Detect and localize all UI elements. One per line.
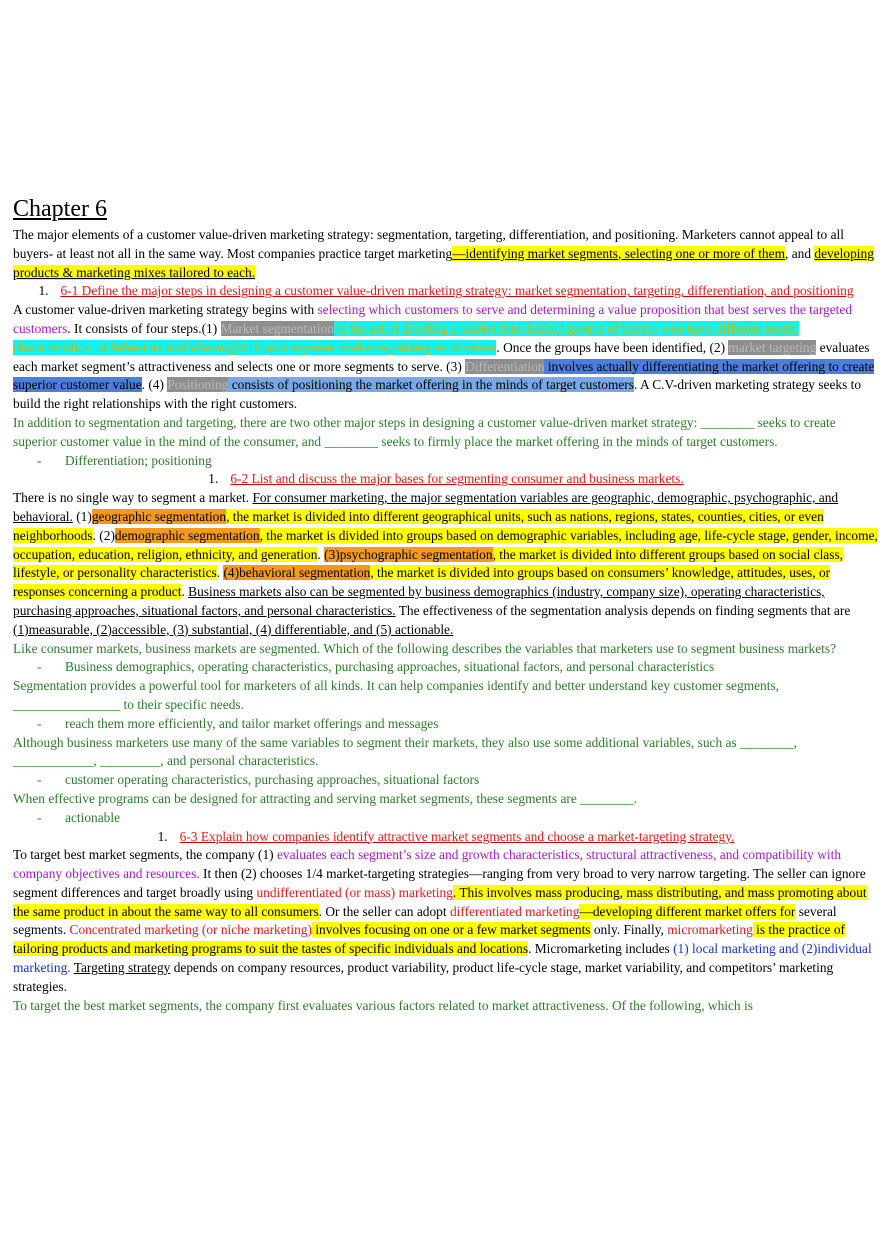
def-psychographic: , the market is divided into different groups based on social class, lifestyle, or personality characteristics <box>13 546 844 581</box>
heading-6-1 <box>13 282 879 301</box>
term-demographic: demographic segmentation <box>114 527 260 543</box>
p2-underline-criteria: (1)measurable, (2)accessible, (3) substantial, (4) differentiable, and (5) actionable. <box>13 621 454 637</box>
p3-blue: (1) local marketing and (2)individual marketing. <box>13 941 872 976</box>
p2-text-7: The effectiveness of the segmentation analysis depends on finding segments that are <box>395 602 851 618</box>
answer-1: - Differentiation; positioning <box>13 452 879 471</box>
question-4: Although business marketers use many of the same variables to segment their markets, they also use some additional variables, such as ________, ____________, _________, and personal characteristics. <box>13 734 797 769</box>
def-concentrated: involves focusing on one or a few market segments <box>311 922 591 938</box>
p2-text-6: . <box>181 584 189 600</box>
def-differentiation: involves actually differentiating the market offering to create superior customer value <box>13 358 875 393</box>
p2-underline-consumer: For consumer marketing, the major segmentation variables are geographic, demographic, psychographic, and behavioral. <box>13 490 839 524</box>
def-market-segmentation: is the act of dividing a market into distinct groups of buyers who have different needs, characteristics, or behaviors and who might require separate marketing strategies or mixes <box>13 320 799 355</box>
def-micromarketing: is the practice of tailoring products and marketing programs to suit the tastes of specific individuals and locations <box>13 922 845 957</box>
p3-purple: evaluates each segment’s size and growth characteristics, structural attractiveness, and compatibility with company objectives and resources. <box>13 847 842 882</box>
term-targeting-strategy: Targeting strategy <box>73 960 171 976</box>
p3-text-4: several segments. <box>13 903 837 938</box>
heading-number: 1. <box>208 471 219 487</box>
term-differentiated: differentiated marketing <box>449 903 580 919</box>
question-3: Segmentation provides a powerful tool for marketers of all kinds. It can help companies identify and better understand key customer segments, ________________ to their specific needs. <box>13 678 780 712</box>
segmentation-paragraph <box>13 489 879 639</box>
highlight-developing: developing products & marketing mixes tailored to each. <box>13 245 874 280</box>
question-6: To target the best market segments, the company first evaluates various factors related to market attractiveness. Of the following, which is <box>13 997 753 1013</box>
document-body <box>13 194 879 1015</box>
heading-text: 6-1 Define the major steps in designing a customer value-driven marketing strategy: market segmentation, targeting, differentiation, and positioning <box>60 283 854 299</box>
def-demographic: , the market is divided into groups based on demographic variables, including age, life-cycle stage, gender, income, occupation, education, religion, ethnicity, and generation <box>13 527 878 562</box>
def-positioning: consists of positioning the market offering in the minds of target customers <box>228 377 634 393</box>
p2-text-5: . <box>216 565 224 581</box>
answer-2: - Business demographics, operating characteristics, purchasing approaches, situational factors, and personal characteristics <box>13 658 879 677</box>
term-undifferentiated: undifferentiated (or mass) marketing <box>256 884 453 900</box>
p1-text-3: . Once the groups have been identified, (2) <box>496 339 729 355</box>
def-undifferentiated: . This involves mass producing, mass distributing, and mass promoting about the same product in about the same way to all consumers <box>13 884 867 919</box>
heading-6-3 <box>13 828 879 847</box>
p3-text-5: only. Finally, <box>590 922 668 938</box>
p3-text-2: It then (2) chooses 1/4 market-targeting strategies—ranging from very broad to very narrow targeting. The seller can ignore segment differences and target broadly using <box>13 866 866 900</box>
chapter-title: Chapter 6 <box>13 196 107 222</box>
p1-text-5: . (4) <box>141 377 168 393</box>
heading-text: 6-2 List and discuss the major bases for segmenting consumer and business markets. <box>230 471 684 487</box>
p2-text: There is no single way to segment a market. <box>13 490 253 506</box>
term-concentrated: Concentrated marketing (or niche marketing) <box>69 922 312 938</box>
steps-paragraph <box>13 301 879 414</box>
highlight-selecting: , selecting one or more of them <box>618 245 785 261</box>
p2-text-2: (1) <box>72 508 92 524</box>
term-positioning: Positioning <box>167 377 229 393</box>
term-psychographic: (3)psychographic segmentation <box>324 546 493 562</box>
question-2: Like consumer markets, business markets are segmented. Which of the following describes the variables that marketers use to segment business markets? <box>13 640 837 656</box>
question-5: When effective programs can be designed for attracting and serving market segments, these segments are ________. <box>13 790 638 806</box>
targeting-paragraph <box>13 846 879 996</box>
heading-number: 1. <box>38 283 49 299</box>
heading-number: 1. <box>157 828 168 844</box>
def-differentiated: —developing different market offers for <box>579 903 796 919</box>
term-market-targeting: market targeting <box>728 339 817 355</box>
answer-5: - actionable <box>13 809 879 828</box>
term-market-segmentation: Market segmentation <box>220 320 334 336</box>
heading-text: 6-3 Explain how companies identify attractive market segments and choose a market-targeting strategy. <box>179 828 735 844</box>
answer-3: - reach them more efficiently, and tailor market offerings and messages <box>13 715 879 734</box>
p1-purple: selecting which customers to serve and determining a value proposition that best serves the targeted customers <box>13 302 853 336</box>
p3-text-6: . Micromarketing includes <box>528 941 674 957</box>
question-1: In addition to segmentation and targeting, there are two other major steps in designing a customer value-driven market strategy: ________ seeks to create superior customer value in the mind of the consumer, and ________ seeks to firmly place the market offering in the minds of target customers. <box>13 414 836 449</box>
p3-text: To target best market segments, the company (1) <box>13 847 277 863</box>
term-geographic: geographic segmentation <box>91 508 227 524</box>
p1-text: A customer value-driven marketing strategy begins with <box>13 302 318 318</box>
heading-6-2 <box>13 470 879 489</box>
intro-text-2: , and <box>785 245 815 261</box>
p1-text-2: . It consists of four steps.(1) <box>67 320 221 336</box>
term-micromarketing: micromarketing <box>667 922 753 938</box>
p1-text-4: evaluates each market segment’s attractiveness and selects one or more segments to serve. (3) <box>13 339 870 374</box>
def-geographic: , the market is divided into different geographical units, such as nations, regions, states, counties, cities, or even neighborhoods <box>13 508 824 543</box>
answer-4: - customer operating characteristics, purchasing approaches, situational factors <box>13 771 879 790</box>
p3-text-3: . Or the seller can adopt <box>318 903 450 919</box>
intro-text: The major elements of a customer value-driven marketing strategy: segmentation, targeting, differentiation, and positioning. Marketers cannot appeal to all buyers- at least not all in the same way. Most companies practice target marketing <box>13 227 844 261</box>
p1-text-6: . A C.V-driven marketing strategy seeks to build the right relationships with the right customers. <box>13 377 862 412</box>
highlight-identifying: —identifying market segments <box>452 245 619 261</box>
p2-underline-business: Business markets also can be segmented by business demographics (industry, company size), operating characteristics, purchasing approaches, situational factors, and personal characteristics. <box>13 584 825 618</box>
intro-paragraph <box>13 226 879 282</box>
p2-text-3: . (2) <box>92 527 115 543</box>
term-behavioral: (4)behavioral segmentation <box>223 565 371 581</box>
p2-text-4: . <box>317 546 325 562</box>
p3-text-8: depends on company resources, product variability, product life-cycle stage, market variability, and competitors’ marketing strategies. <box>13 960 834 994</box>
def-behavioral: , the market is divided into groups based on consumers’ knowledge, attitudes, uses, or responses concerning a product <box>13 565 831 600</box>
term-differentiation: Differentiation <box>465 358 545 374</box>
